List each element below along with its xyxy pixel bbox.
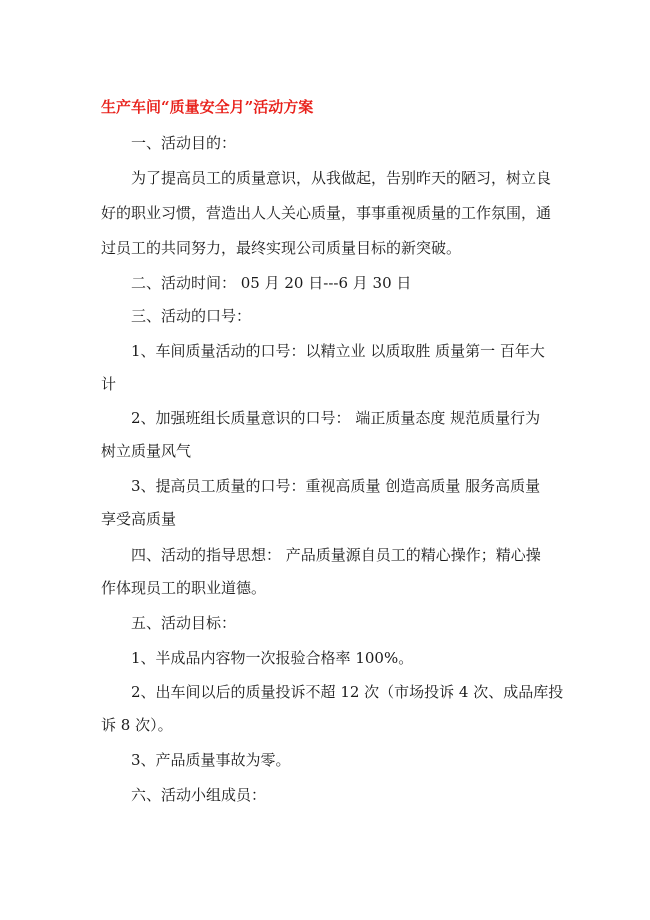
document-title: 生产车间“质量安全月”活动方案	[101, 98, 314, 116]
slogan-2-line-2: 树立质量风气	[101, 442, 192, 460]
guiding-thought-line-1: 四、活动的指导思想： 产品质量源自员工的精心操作；精心操	[131, 546, 541, 564]
guiding-thought-line-2: 作体现员工的职业道德。	[101, 579, 267, 597]
slogan-1-line-2: 计	[101, 375, 117, 393]
purpose-heading: 一、活动目的：	[131, 134, 237, 152]
purpose-text-line-1: 为了提高员工的质量意识，从我做起，告别昨天的陋习，树立良	[131, 169, 552, 187]
purpose-text-line-3: 过员工的共同努力，最终实现公司质量目标的新突破。	[101, 239, 462, 257]
slogan-3-line-2: 享受高质量	[101, 510, 177, 528]
slogan-1-line-1: 1、车间质量活动的口号：以精立业 以质取胜 质量第一 百年大	[131, 342, 545, 360]
goal-heading: 五、活动目标：	[131, 614, 237, 632]
slogan-2-line-1: 2、加强班组长质量意识的口号： 端正质量态度 规范质量行为	[131, 409, 541, 427]
goal-2-line-2: 诉 8 次）。	[101, 716, 173, 734]
goal-1: 1、半成品内容物一次报验合格率 100%。	[131, 649, 414, 667]
slogan-3-line-1: 3、提高员工质量的口号：重视高质量 创造高质量 服务高质量	[131, 477, 541, 495]
goal-2-line-1: 2、出车间以后的质量投诉不超 12 次（市场投诉 4 次、成品库投	[131, 683, 564, 701]
slogan-heading: 三、活动的口号：	[131, 307, 252, 325]
purpose-text-line-2: 好的职业习惯，营造出人人关心质量，事事重视质量的工作氛围，通	[101, 204, 552, 222]
goal-3: 3、产品质量事故为零。	[131, 751, 291, 769]
members-heading: 六、活动小组成员：	[131, 786, 267, 804]
activity-time: 二、活动时间： 05 月 20 日---6 月 30 日	[131, 274, 412, 292]
